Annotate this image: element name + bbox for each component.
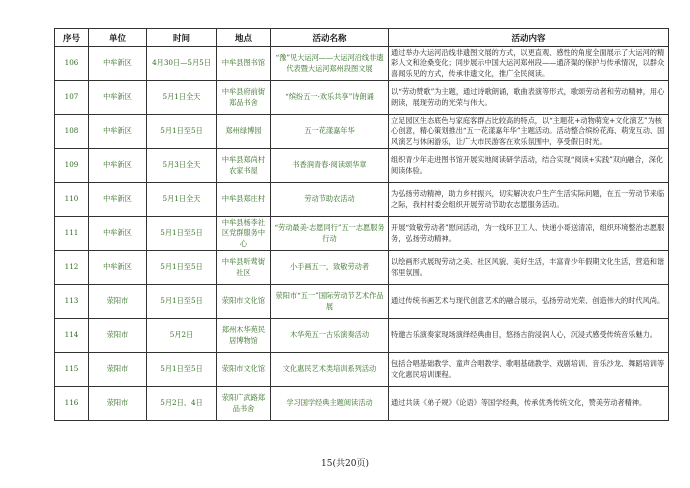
cell-activity-name: 学习国学经典主题阅读活动 (271, 387, 389, 421)
cell-activity-content: 通过传统书画艺术与现代创意艺术的融合展示，弘扬劳动光荣、创造伟大的时代风尚。 (389, 285, 669, 319)
table-row (55, 149, 669, 183)
cell-activity-content: 以绘画形式展现劳动之美、社区风貌、美好生活，丰富青少年假期文化生活，营造和谐邻里氛围。 (389, 251, 669, 285)
cell-unit: 荥阳市 (89, 387, 147, 421)
cell-activity-name: “劳动最美·志愿同行”五一志愿服务行动 (271, 217, 389, 251)
cell-place: 中牟县郑庄村 (217, 183, 271, 217)
cell-activity-name: “豫”见大运河——大运河沿线非遗代表暨大运河郑州段图文展 (271, 47, 389, 81)
cell-place: 郑州木华苑民居博物馆 (217, 319, 271, 353)
table-row (55, 115, 669, 149)
cell-place: 中牟县郑尚村农家书屋 (217, 149, 271, 183)
header-no: 序号 (55, 29, 89, 47)
cell-time: 5月1日至5日 (147, 217, 217, 251)
table-body (55, 47, 669, 421)
table-row (55, 285, 669, 319)
table-row (55, 183, 669, 217)
table-header-row (55, 29, 669, 47)
cell-unit: 中牟新区 (89, 217, 147, 251)
table-row (55, 387, 669, 421)
cell-no: 112 (55, 251, 89, 285)
cell-activity-name: 五一花漾嘉年华 (271, 115, 389, 149)
cell-activity-name: 小手画五一，致敬劳动者 (271, 251, 389, 285)
cell-time: 4月30日—5月5日 (147, 47, 217, 81)
cell-place: 荥阳市文化馆 (217, 353, 271, 387)
cell-place: 荥阳广武路郑品书舍 (217, 387, 271, 421)
cell-no: 109 (55, 149, 89, 183)
cell-place: 中牟县图书馆 (217, 47, 271, 81)
cell-time: 5月1日至5日 (147, 285, 217, 319)
table-row (55, 251, 669, 285)
cell-activity-content: 开展“致敬劳动者”慰问活动，为一线环卫工人、快递小哥送清凉，组织环境整治志愿服务，弘扬劳动精神。 (389, 217, 669, 251)
cell-time: 5月1日至5日 (147, 251, 217, 285)
cell-no: 114 (55, 319, 89, 353)
cell-activity-name: 书香润青春·阅读颂华章 (271, 149, 389, 183)
table-row (55, 47, 669, 81)
cell-place: 中牟县杨李社区党群服务中心 (217, 217, 271, 251)
cell-activity-content: 以“劳动赞歌”为主题，通过诗歌朗诵，歌曲表演等形式，歌颂劳动者和劳动精神，用心朗读，展现劳动的光荣与伟大。 (389, 81, 669, 115)
header-place: 地点 (217, 29, 271, 47)
cell-time: 5月2日、4日 (147, 387, 217, 421)
cell-time: 5月1日全天 (147, 81, 217, 115)
cell-time: 5月1日至5日 (147, 115, 217, 149)
header-time: 时间 (147, 29, 217, 47)
cell-time: 5月3日全天 (147, 149, 217, 183)
cell-place: 中牟县听莺街社区 (217, 251, 271, 285)
header-activity-name: 活动名称 (271, 29, 389, 47)
cell-time: 5月1日全天 (147, 183, 217, 217)
cell-place: 荥阳市文化馆 (217, 285, 271, 319)
cell-activity-name: “缤纷五一·欢乐共享”诗朗诵 (271, 81, 389, 115)
cell-time: 5月2日 (147, 319, 217, 353)
table-row (55, 319, 669, 353)
cell-unit: 中牟新区 (89, 149, 147, 183)
cell-no: 108 (55, 115, 89, 149)
table-row (55, 81, 669, 115)
cell-activity-content: 为弘扬劳动精神，助力乡村振兴，切实解决农户生产生活实际问题，在五一劳动节来临之际，我村村委会组织开展劳动节助农志愿服务活动。 (389, 183, 669, 217)
cell-activity-name: 文化惠民艺术类培训系列活动 (271, 353, 389, 387)
header-activity-content: 活动内容 (389, 29, 669, 47)
cell-unit: 荥阳市 (89, 285, 147, 319)
cell-unit: 中牟新区 (89, 115, 147, 149)
cell-activity-name: 木华苑五一古乐演奏活动 (271, 319, 389, 353)
cell-no: 116 (55, 387, 89, 421)
table-row (55, 353, 669, 387)
cell-unit: 荥阳市 (89, 319, 147, 353)
page-number: 15(共20页) (321, 459, 369, 469)
cell-no: 115 (55, 353, 89, 387)
cell-time: 5月1日至5日 (147, 353, 217, 387)
cell-no: 111 (55, 217, 89, 251)
cell-activity-content: 特邀古乐演奏家现场演绎经典曲目，悠扬古韵浸润人心，沉浸式感受传统音乐魅力。 (389, 319, 669, 353)
cell-no: 106 (55, 47, 89, 81)
cell-no: 107 (55, 81, 89, 115)
table-row (55, 217, 669, 251)
cell-unit: 中牟新区 (89, 251, 147, 285)
cell-unit: 中牟新区 (89, 81, 147, 115)
cell-place: 郑州绿博园 (217, 115, 271, 149)
cell-unit: 荥阳市 (89, 353, 147, 387)
cell-activity-content: 立足园区生态底色与家庭客群占比较高的特点，以“主题花+动物萌宠+文化演艺”为核心创意，精心策划推出“五一花漾嘉年华”主题活动。活动整合缤纷花海、萌宠互动、国风演艺与休闲游乐，让广大市民游客在欢乐氛围中，享受假日时光。 (389, 115, 669, 149)
cell-unit: 中牟新区 (89, 183, 147, 217)
cell-activity-content: 包括合唱基础教学、童声合唱教学、歌唱基础教学、戏剧培训、音乐沙龙、舞蹈培训等文化惠民培训课程。 (389, 353, 669, 387)
header-unit: 单位 (89, 29, 147, 47)
activity-table (54, 28, 669, 421)
cell-no: 110 (55, 183, 89, 217)
cell-place: 中牟县府前街郑品书舍 (217, 81, 271, 115)
cell-activity-name: 劳动节助农活动 (271, 183, 389, 217)
cell-activity-content: 通过共读《弟子规》《论语》等国学经典，传承优秀传统文化，赞美劳动者精神。 (389, 387, 669, 421)
cell-activity-content: 通过举办大运河沿线非遗图文展的方式，以更直观、感性的角度全面展示了大运河的精彩人文和沧桑变化；同步展示中国大运河郑州段——通济渠的保护与传承情况，以群众喜闻乐见的方式，传承非遗文化，推广全民阅读。 (389, 47, 669, 81)
cell-no: 113 (55, 285, 89, 319)
cell-activity-content: 组织青少年走进图书馆开展实地阅读研学活动，结合实现“阅读+实践”双向融合，深化阅读体验。 (389, 149, 669, 183)
cell-unit: 中牟新区 (89, 47, 147, 81)
cell-activity-name: 荥阳市“五一”国际劳动节艺术作品展 (271, 285, 389, 319)
